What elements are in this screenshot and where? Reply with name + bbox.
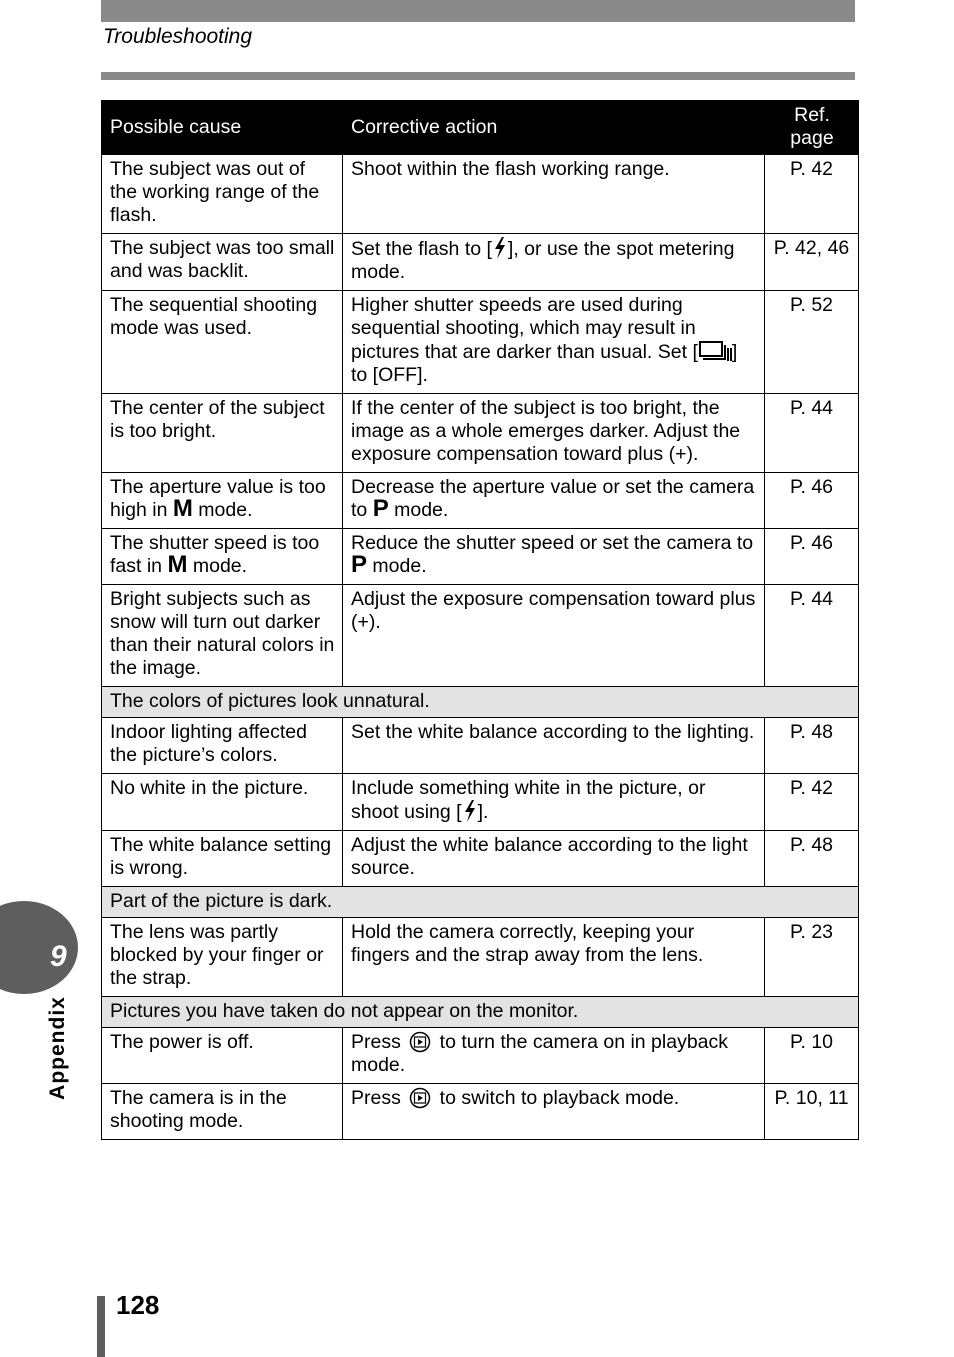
action-cell — [343, 1084, 765, 1140]
troubleshooting-table — [101, 100, 859, 1140]
action-cell — [343, 1028, 765, 1084]
table-row — [102, 718, 859, 774]
action-text: Press — [351, 1031, 407, 1053]
chapter-label: Appendix — [46, 996, 69, 1100]
playback-button-icon — [409, 1087, 431, 1109]
flash-icon — [463, 800, 477, 822]
cause-cell: The white balance setting is wrong. — [102, 831, 343, 887]
action-text: mode. — [367, 555, 427, 577]
page-number-bar — [97, 1296, 105, 1357]
flash-icon — [493, 237, 507, 259]
cause-cell — [102, 473, 343, 529]
manual-mode-icon: M — [167, 551, 188, 578]
cause-cell: The power is off. — [102, 1028, 343, 1084]
table-row — [102, 234, 859, 291]
top-header-bar — [101, 0, 855, 22]
ref-cell: P. 42 — [765, 155, 859, 234]
chapter-number: 9 — [50, 940, 67, 973]
header-rule — [101, 72, 855, 80]
table-row — [102, 585, 859, 687]
action-cell: Hold the camera correctly, keeping your fingers and the strap away from the lens. — [343, 918, 765, 997]
ref-cell: P. 46 — [765, 529, 859, 585]
header-possible-cause: Possible cause — [102, 101, 343, 155]
action-text: Reduce the shutter speed or set the camera to — [351, 532, 754, 554]
action-text: Decrease the aperture value or set the camera to — [351, 476, 755, 521]
section-heading: Pictures you have taken do not appear on the monitor. — [102, 997, 859, 1028]
action-cell — [343, 473, 765, 529]
action-text: Include something white in the picture, or shoot using [ — [351, 777, 706, 823]
action-text: ], or use the spot metering mode. — [351, 238, 735, 283]
section-row-colors — [102, 687, 859, 718]
ref-cell: P. 10, 11 — [765, 1084, 859, 1140]
cause-cell: The subject was out of the working range of the flash. — [102, 155, 343, 234]
action-text: Press — [351, 1087, 407, 1109]
section-row-monitor — [102, 997, 859, 1028]
ref-cell: P. 10 — [765, 1028, 859, 1084]
ref-cell: P. 23 — [765, 918, 859, 997]
table-row — [102, 831, 859, 887]
sequential-shooting-icon — [698, 340, 732, 362]
section-row-dark — [102, 887, 859, 918]
ref-cell: P. 44 — [765, 585, 859, 687]
table-row — [102, 529, 859, 585]
program-mode-icon: P — [372, 495, 389, 522]
action-cell: If the center of the subject is too bright, the image as a whole emerges darker. Adjust the exposure compensation toward plus (+). — [343, 394, 765, 473]
ref-cell: P. 52 — [765, 291, 859, 394]
action-cell: Adjust the exposure compensation toward plus (+). — [343, 585, 765, 687]
table-row — [102, 473, 859, 529]
cause-cell: The sequential shooting mode was used. — [102, 291, 343, 394]
program-mode-icon: P — [351, 551, 368, 578]
manual-mode-icon: M — [172, 495, 193, 522]
ref-cell: P. 42, 46 — [765, 234, 859, 291]
cause-text: The aperture value is too high in — [110, 476, 326, 521]
ref-cell: P. 44 — [765, 394, 859, 473]
ref-cell: P. 42 — [765, 774, 859, 831]
ref-cell: P. 46 — [765, 473, 859, 529]
action-text: to turn the camera on in playback mode. — [351, 1031, 729, 1076]
cause-text: mode. — [187, 555, 248, 577]
header-ref-page: Ref. page — [765, 101, 859, 155]
cause-cell: The camera is in the shooting mode. — [102, 1084, 343, 1140]
action-text: ]. — [477, 801, 489, 823]
page-number: 128 — [116, 1290, 160, 1320]
cause-cell — [102, 529, 343, 585]
table-header-row — [102, 101, 859, 155]
playback-button-icon — [409, 1031, 431, 1053]
action-text: Higher shutter speeds are used during sequential shooting, which may result in pictures that are darker than usual. Set [ — [351, 294, 698, 363]
action-cell: Adjust the white balance according to the light source. — [343, 831, 765, 887]
header-corrective-action: Corrective action — [343, 101, 765, 155]
action-cell — [343, 291, 765, 394]
action-text: to switch to playback mode. — [434, 1087, 680, 1109]
action-text: mode. — [388, 499, 449, 521]
action-cell: Shoot within the flash working range. — [343, 155, 765, 234]
cause-cell: No white in the picture. — [102, 774, 343, 831]
table-row — [102, 774, 859, 831]
action-cell — [343, 774, 765, 831]
action-text: ] to [OFF]. — [351, 341, 738, 386]
action-cell — [343, 234, 765, 291]
cause-cell: The center of the subject is too bright. — [102, 394, 343, 473]
action-cell — [343, 529, 765, 585]
cause-cell: The lens was partly blocked by your finger or the strap. — [102, 918, 343, 997]
section-heading: Part of the picture is dark. — [102, 887, 859, 918]
section-heading: The colors of pictures look unnatural. — [102, 687, 859, 718]
table-row — [102, 1084, 859, 1140]
table-row — [102, 155, 859, 234]
action-text: Set the flash to [ — [351, 238, 492, 260]
table-row — [102, 291, 859, 394]
cause-text: mode. — [192, 499, 253, 521]
cause-cell: Indoor lighting affected the picture’s colors. — [102, 718, 343, 774]
ref-cell: P. 48 — [765, 831, 859, 887]
action-cell: Set the white balance according to the lighting. — [343, 718, 765, 774]
cause-cell: The subject was too small and was backlit. — [102, 234, 343, 291]
ref-cell: P. 48 — [765, 718, 859, 774]
table-row — [102, 1028, 859, 1084]
table-row — [102, 918, 859, 997]
cause-cell: Bright subjects such as snow will turn out darker than their natural colors in the image. — [102, 585, 343, 687]
table-row — [102, 394, 859, 473]
cause-text: The shutter speed is too fast in — [110, 532, 320, 577]
running-title: Troubleshooting — [103, 25, 253, 48]
